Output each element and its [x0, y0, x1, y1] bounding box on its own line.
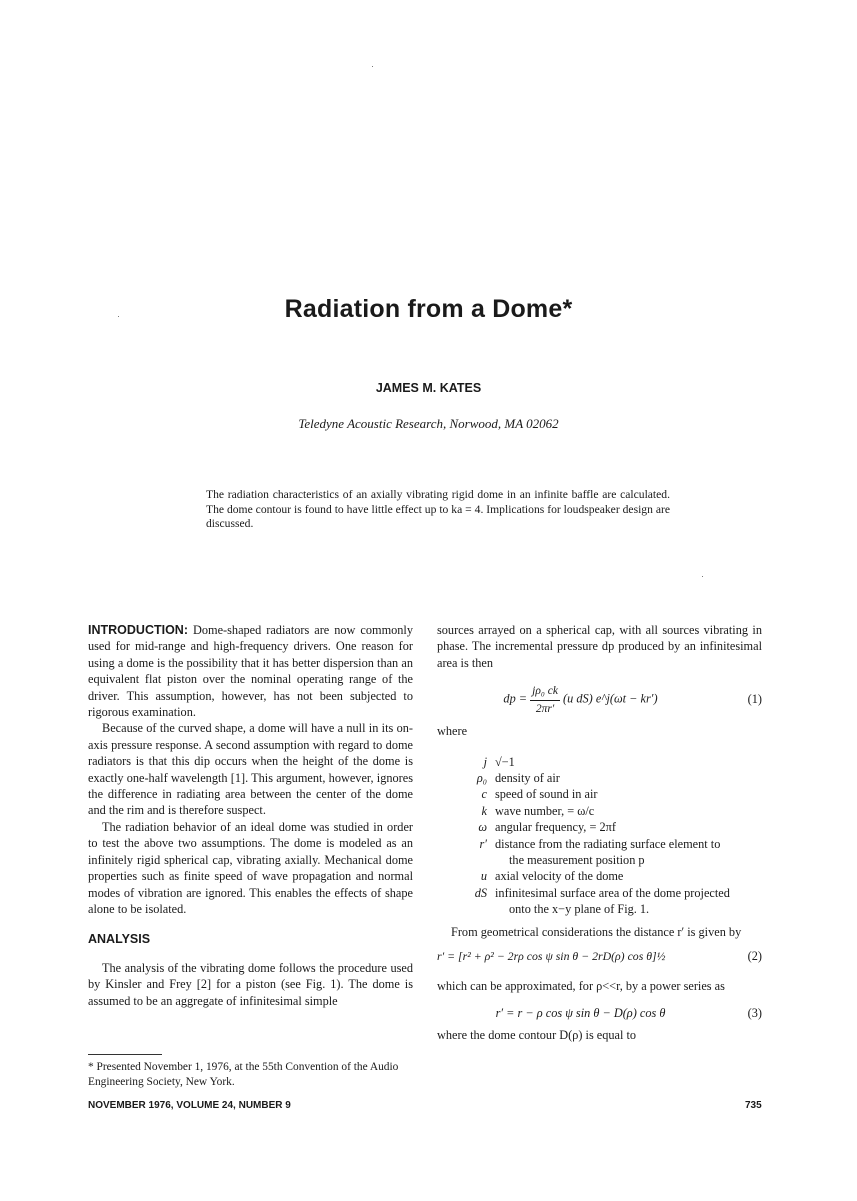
analysis-paragraph-1: The analysis of the vibrating dome follows the procedure used by Kinsler and Frey [2] for a piston (see Fig. 1). The dome is assumed to be an aggregate of infinitesimal simple	[88, 960, 413, 1008]
eq1-number: (1)	[747, 692, 762, 707]
intro-paragraph-3: The radiation behavior of an ideal dome was studied in order to test the above two assumptions. The dome is modeled as an infinitely rigid spherical cap, vibrating axially. Mechanical dome properties such as finite speed of wave propagation and normal modes of vibration are ignored. This enables the effects of shape alone to be isolated.	[88, 819, 413, 916]
scan-speck	[702, 576, 703, 577]
equation-2	[437, 944, 762, 970]
right-paragraph-1: sources arrayed on a spherical cap, with all sources vibrating in phase. The incremental pressure dp produced by an infinitesimal area is then	[437, 623, 762, 670]
eq1-rhs: (u dS) e^j(ωt − kr′)	[563, 691, 658, 706]
where-label: where	[437, 724, 468, 739]
journal-issue: NOVEMBER 1976, VOLUME 24, NUMBER 9	[88, 1100, 291, 1111]
paper-title: Radiation from a Dome*	[284, 295, 573, 323]
eq3-body: r′ = r − ρ cos ψ sin θ − D(ρ) cos θ	[495, 1005, 666, 1020]
symbol-row: u axial velocity of the dome	[480, 869, 624, 884]
intro-paragraph-2: Because of the curved shape, a dome will have a null in its on-axis pressure response. A second assumption with regard to dome radiators is that this dip occurs when the height of the dome is exactly one-half wavelength [1]. This argument, however, ignores the difference in radiating area between the center of the dome and the rim and is therefore suspect.	[88, 721, 413, 818]
symbol-row: ω angular frequency, = 2πf	[478, 820, 616, 835]
symbol-row: ρ₀ density of air	[476, 771, 560, 786]
author-affiliation: Teledyne Acoustic Research, Norwood, MA 02062	[298, 416, 559, 431]
symbol-row: r′ distance from the radiating surface element to the measurement position p	[479, 836, 721, 868]
scan-speck	[372, 66, 373, 67]
equation-1	[437, 679, 762, 715]
intro-paragraph-1: INTRODUCTION: Dome-shaped radiators are now commonly used for mid-range and high-frequency drivers. One reason for using a dome is the possibility that it has better dispersion than an equivalent flat piston over the nominal operating range of the driver. This assumption, however, has not been subjected to rigorous examination.	[88, 623, 413, 720]
eq1-lhs: dp =	[503, 691, 528, 706]
eq2-number: (2)	[747, 949, 762, 964]
equation-3	[437, 999, 762, 1023]
symbol-list	[437, 754, 762, 918]
eq1-numerator: jρ₀ ck	[530, 683, 560, 700]
symbol-row: j √−1	[483, 754, 515, 769]
symbol-row: dS infinitesimal surface area of the dome projected onto the x−y plane of Fig. 1.	[474, 885, 730, 917]
footnote-divider	[88, 1054, 162, 1055]
analysis-heading: ANALYSIS	[88, 932, 151, 947]
right-paragraph-4: where the dome contour D(ρ) is equal to	[437, 1027, 637, 1042]
footnote: * Presented November 1, 1976, at the 55th Convention of the Audio Engineering Society, New York.	[88, 1061, 399, 1088]
right-paragraph-3: which can be approximated, for ρ<<r, by a power series as	[437, 979, 725, 994]
eq1-fraction	[530, 683, 560, 717]
symbol-row: k wave number, = ω/c	[481, 803, 595, 818]
symbol-row: c speed of sound in air	[481, 787, 598, 802]
abstract: The radiation characteristics of an axially vibrating rigid dome in an infinite baffle are calculated. The dome contour is found to have little effect up to ka = 4. Implications for loudspeaker design are discussed.	[206, 488, 670, 530]
eq3-number: (3)	[747, 1005, 762, 1020]
right-paragraph-2: From geometrical considerations the distance r′ is given by	[451, 924, 742, 939]
intro-heading: INTRODUCTION:	[88, 623, 188, 637]
right-column	[437, 622, 762, 1043]
left-column	[88, 622, 413, 1009]
author-name: JAMES M. KATES	[375, 381, 482, 395]
eq1-denominator: 2πr′	[535, 702, 555, 715]
page-number: 735	[745, 1100, 762, 1111]
eq2-body: r′ = [r² + ρ² − 2rρ cos ψ sin θ − 2rD(ρ) cos θ]½	[437, 949, 666, 964]
